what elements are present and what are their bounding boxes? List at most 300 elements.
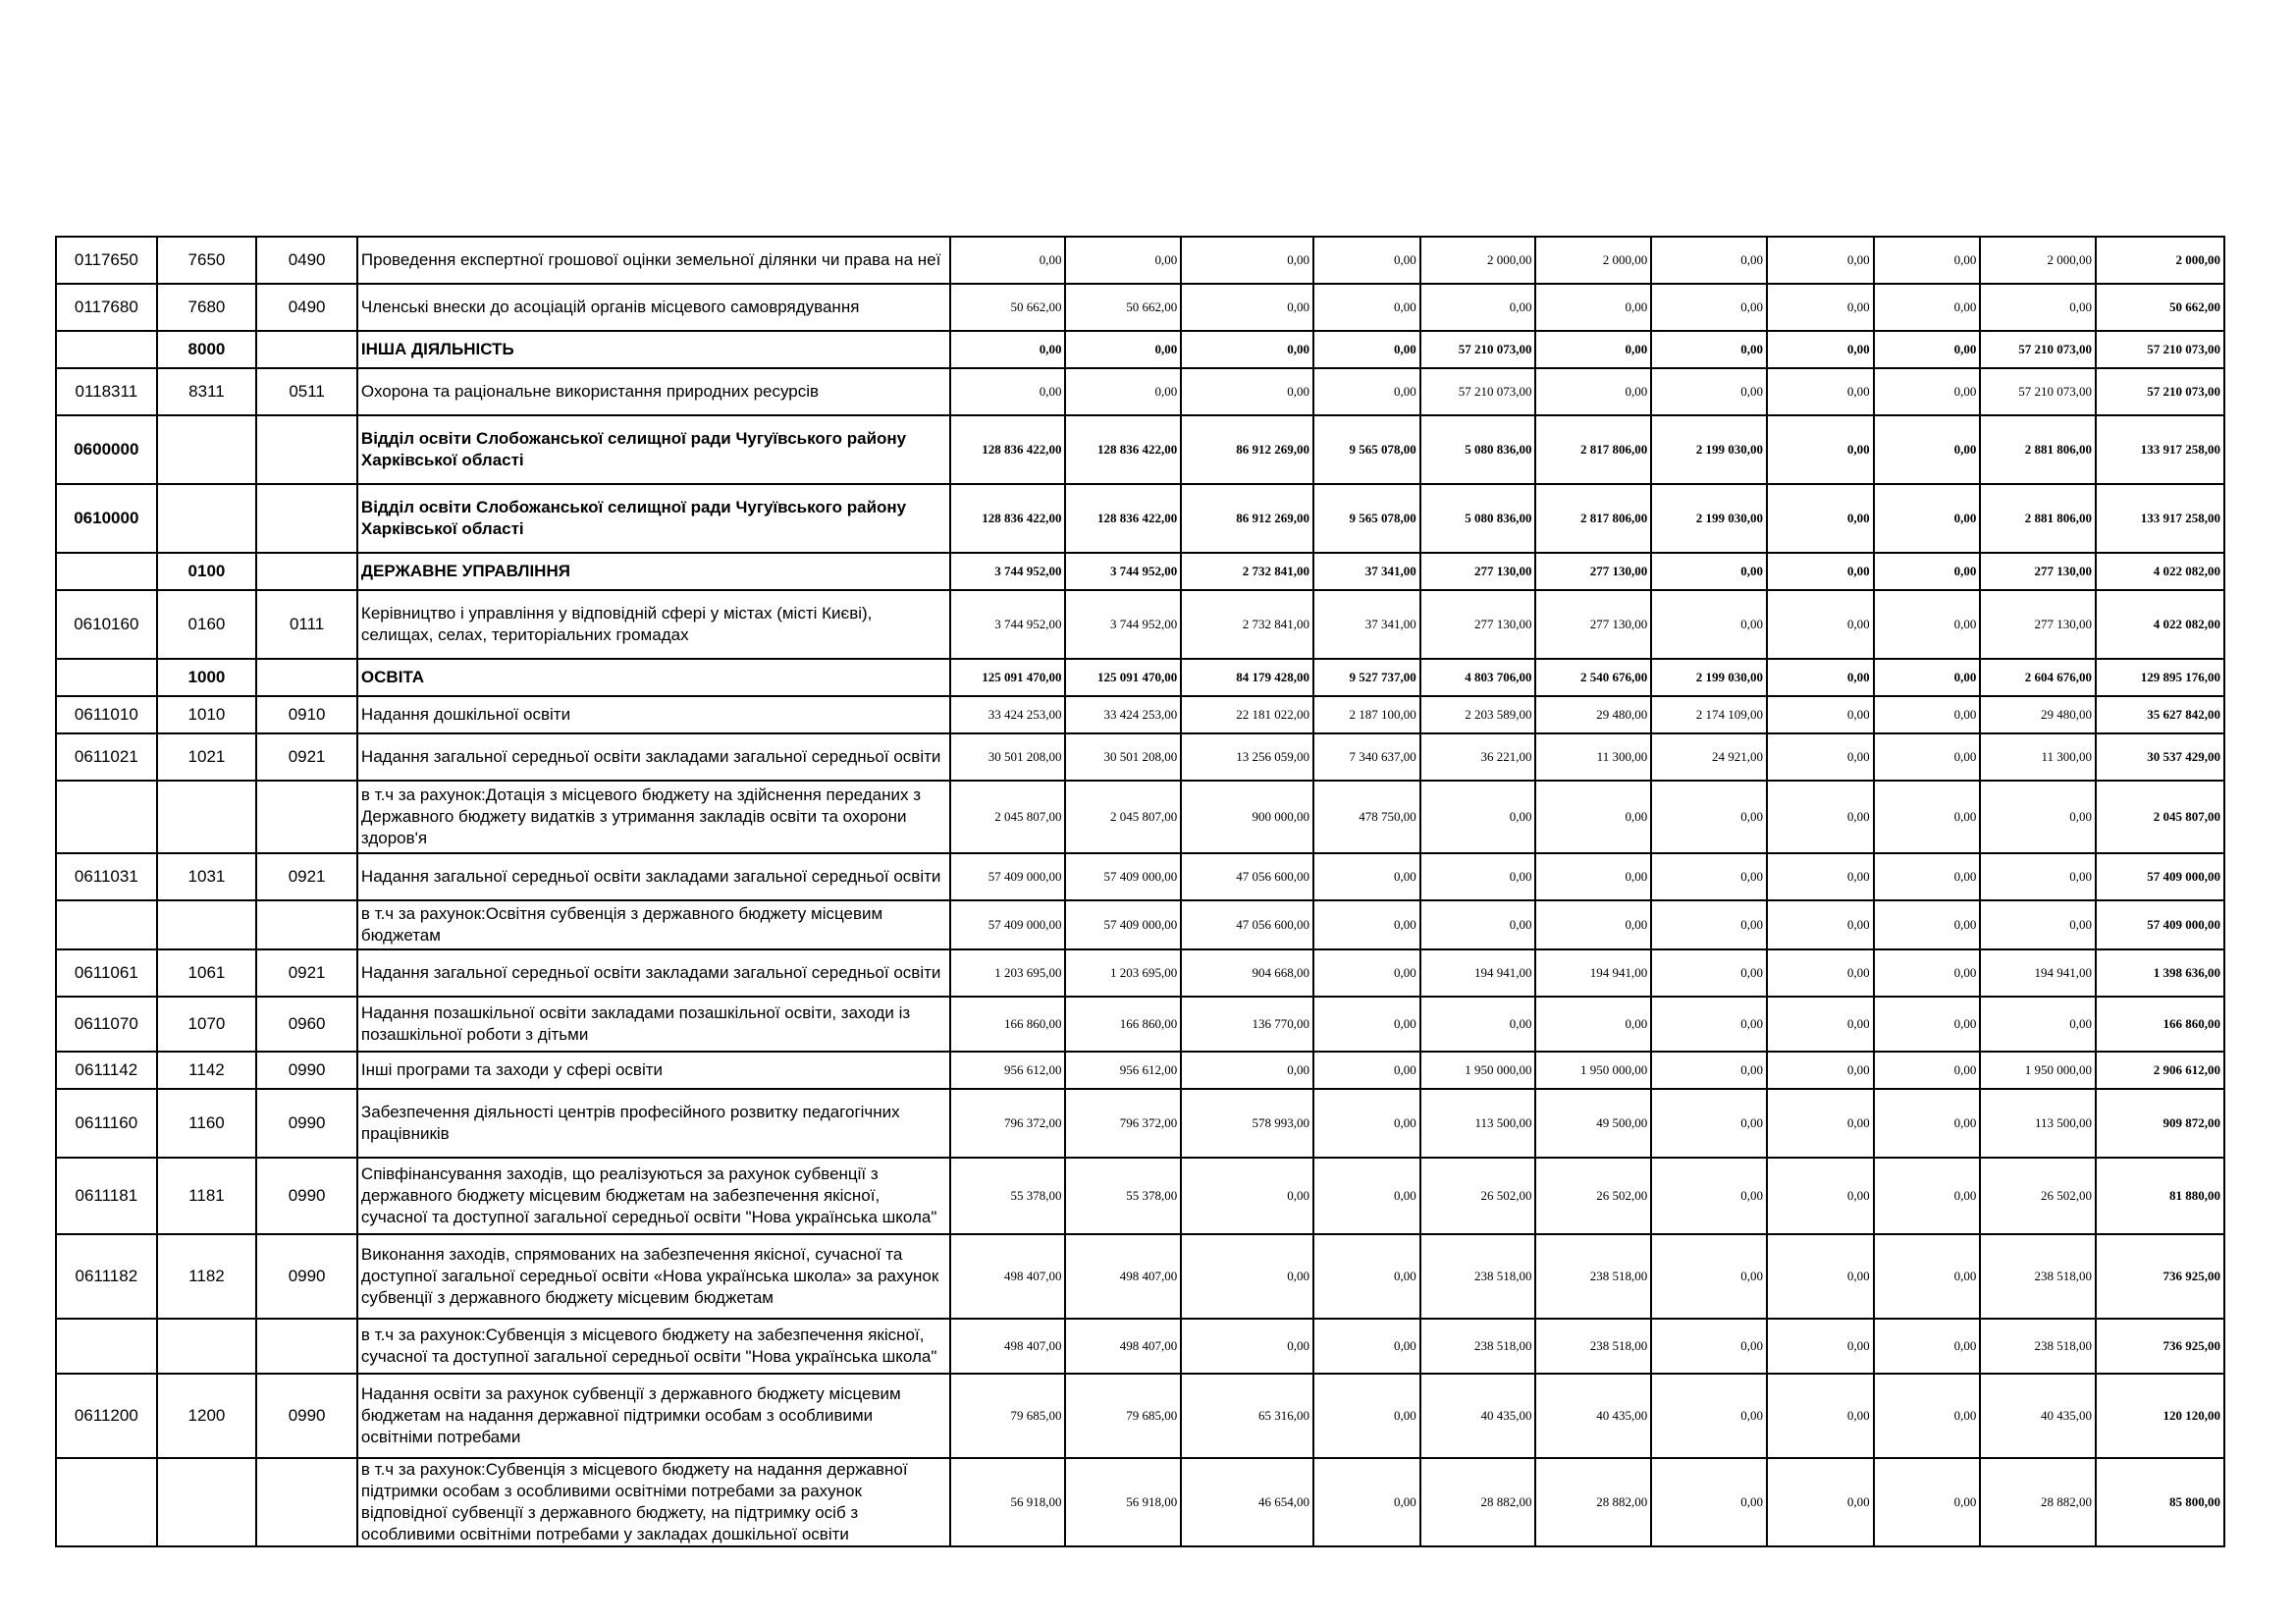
amount-cell: 26 502,00 [1535, 1158, 1651, 1234]
amount-cell: 0,00 [1651, 781, 1767, 853]
amount-cell: 30 501 208,00 [950, 733, 1066, 781]
amount-cell: 113 500,00 [1420, 1089, 1536, 1158]
table-row [56, 484, 2224, 553]
amount-cell: 0,00 [1535, 781, 1651, 853]
amount-cell: 277 130,00 [1535, 553, 1651, 590]
amount-cell: 33 424 253,00 [950, 696, 1066, 733]
function-code-cell [157, 415, 257, 484]
program-name-cell: Керівництво і управління у відповідній сфері у містах (місті Києві), селищах, селах, територіальних громадах [357, 590, 950, 659]
amount-cell: 238 518,00 [1420, 1319, 1536, 1374]
program-code-cell: 0600000 [56, 415, 157, 484]
amount-cell: 9 565 078,00 [1313, 415, 1420, 484]
function-code-cell: 1160 [157, 1089, 257, 1158]
amount-cell: 277 130,00 [1980, 590, 2096, 659]
amount-cell: 125 091 470,00 [1065, 659, 1181, 696]
amount-cell: 2 203 589,00 [1420, 696, 1536, 733]
amount-cell: 3 744 952,00 [1065, 553, 1181, 590]
table-row [56, 949, 2224, 997]
amount-cell: 0,00 [1767, 781, 1874, 853]
program-code-cell: 0611182 [56, 1234, 157, 1319]
amount-cell: 86 912 269,00 [1181, 484, 1313, 553]
amount-cell: 0,00 [1651, 368, 1767, 415]
amount-cell: 24 921,00 [1651, 733, 1767, 781]
amount-cell: 36 221,00 [1420, 733, 1536, 781]
amount-cell: 796 372,00 [1065, 1089, 1181, 1158]
amount-cell: 0,00 [1767, 1158, 1874, 1234]
function-code-cell [157, 781, 257, 853]
program-code-cell [56, 331, 157, 368]
amount-cell: 0,00 [1181, 1158, 1313, 1234]
classification-code-cell: 0111 [256, 590, 357, 659]
classification-code-cell: 0921 [256, 853, 357, 900]
amount-cell: 79 685,00 [1065, 1374, 1181, 1458]
amount-cell: 956 612,00 [950, 1052, 1066, 1089]
table-row [56, 331, 2224, 368]
amount-cell: 0,00 [1181, 331, 1313, 368]
amount-cell: 56 918,00 [950, 1458, 1066, 1546]
table-row [56, 1374, 2224, 1458]
amount-cell: 55 378,00 [950, 1158, 1066, 1234]
amount-cell: 11 300,00 [1535, 733, 1651, 781]
function-code-cell: 1031 [157, 853, 257, 900]
amount-cell: 11 300,00 [1980, 733, 2096, 781]
amount-cell: 0,00 [1874, 949, 1981, 997]
total-amount-cell: 81 880,00 [2096, 1158, 2224, 1234]
total-amount-cell: 736 925,00 [2096, 1234, 2224, 1319]
amount-cell: 194 941,00 [1980, 949, 2096, 997]
classification-code-cell [256, 415, 357, 484]
function-code-cell [157, 1319, 257, 1374]
amount-cell: 0,00 [1980, 853, 2096, 900]
amount-cell: 128 836 422,00 [1065, 415, 1181, 484]
classification-code-cell: 0490 [256, 284, 357, 331]
amount-cell: 46 654,00 [1181, 1458, 1313, 1546]
total-amount-cell: 133 917 258,00 [2096, 484, 2224, 553]
function-code-cell [157, 1458, 257, 1546]
amount-cell: 0,00 [1313, 284, 1420, 331]
function-code-cell: 1010 [157, 696, 257, 733]
total-amount-cell: 736 925,00 [2096, 1319, 2224, 1374]
amount-cell: 0,00 [1874, 781, 1981, 853]
amount-cell: 1 203 695,00 [1065, 949, 1181, 997]
function-code-cell: 0100 [157, 553, 257, 590]
amount-cell: 0,00 [1874, 1458, 1981, 1546]
classification-code-cell: 0990 [256, 1052, 357, 1089]
amount-cell: 0,00 [1767, 1319, 1874, 1374]
program-code-cell: 0611010 [56, 696, 157, 733]
amount-cell: 498 407,00 [1065, 1319, 1181, 1374]
amount-cell: 0,00 [1181, 1052, 1313, 1089]
amount-cell: 2 881 806,00 [1980, 415, 2096, 484]
function-code-cell: 1070 [157, 997, 257, 1052]
amount-cell: 0,00 [1767, 1374, 1874, 1458]
table-row [56, 900, 2224, 949]
amount-cell: 0,00 [1313, 1458, 1420, 1546]
amount-cell: 0,00 [1535, 853, 1651, 900]
program-code-cell: 0117650 [56, 237, 157, 284]
amount-cell: 0,00 [1767, 659, 1874, 696]
budget-table [55, 236, 2225, 1547]
amount-cell: 0,00 [1767, 1089, 1874, 1158]
table-row [56, 733, 2224, 781]
amount-cell: 26 502,00 [1420, 1158, 1536, 1234]
classification-code-cell: 0921 [256, 733, 357, 781]
amount-cell: 0,00 [1767, 696, 1874, 733]
amount-cell: 796 372,00 [950, 1089, 1066, 1158]
program-code-cell [56, 659, 157, 696]
total-amount-cell: 57 210 073,00 [2096, 331, 2224, 368]
amount-cell: 57 409 000,00 [1065, 853, 1181, 900]
amount-cell: 128 836 422,00 [950, 415, 1066, 484]
amount-cell: 0,00 [1535, 331, 1651, 368]
amount-cell: 904 668,00 [1181, 949, 1313, 997]
amount-cell: 478 750,00 [1313, 781, 1420, 853]
classification-code-cell [256, 900, 357, 949]
amount-cell: 30 501 208,00 [1065, 733, 1181, 781]
amount-cell: 3 744 952,00 [950, 553, 1066, 590]
amount-cell: 2 817 806,00 [1535, 415, 1651, 484]
amount-cell: 0,00 [1874, 1089, 1981, 1158]
program-name-cell: Надання загальної середньої освіти закладами загальної середньої освіти [357, 733, 950, 781]
amount-cell: 277 130,00 [1980, 553, 2096, 590]
function-code-cell: 1000 [157, 659, 257, 696]
amount-cell: 84 179 428,00 [1181, 659, 1313, 696]
amount-cell: 56 918,00 [1065, 1458, 1181, 1546]
amount-cell: 0,00 [1420, 997, 1536, 1052]
amount-cell: 0,00 [1181, 284, 1313, 331]
amount-cell: 2 732 841,00 [1181, 553, 1313, 590]
classification-code-cell [256, 659, 357, 696]
total-amount-cell: 30 537 429,00 [2096, 733, 2224, 781]
table-row [56, 1458, 2224, 1546]
amount-cell: 29 480,00 [1980, 696, 2096, 733]
program-name-cell: Надання освіти за рахунок субвенції з державного бюджету місцевим бюджетам на надання державної підтримки особам з особливими освітніми потребами [357, 1374, 950, 1458]
amount-cell: 0,00 [1874, 900, 1981, 949]
amount-cell: 55 378,00 [1065, 1158, 1181, 1234]
amount-cell: 0,00 [950, 237, 1066, 284]
program-name-cell: в т.ч за рахунок:Дотація з місцевого бюджету на здійснення переданих з Державного бюджету видатків з утримання закладів освіти та охорони здоров'я [357, 781, 950, 853]
amount-cell: 5 080 836,00 [1420, 415, 1536, 484]
amount-cell: 0,00 [1651, 949, 1767, 997]
amount-cell: 0,00 [1313, 1374, 1420, 1458]
amount-cell: 0,00 [1874, 659, 1981, 696]
function-code-cell: 8000 [157, 331, 257, 368]
amount-cell: 0,00 [1420, 900, 1536, 949]
total-amount-cell: 120 120,00 [2096, 1374, 2224, 1458]
table-row [56, 853, 2224, 900]
amount-cell: 0,00 [1313, 853, 1420, 900]
amount-cell: 0,00 [1767, 368, 1874, 415]
classification-code-cell: 0910 [256, 696, 357, 733]
program-code-cell: 0611031 [56, 853, 157, 900]
amount-cell: 0,00 [1313, 997, 1420, 1052]
total-amount-cell: 166 860,00 [2096, 997, 2224, 1052]
amount-cell: 1 950 000,00 [1420, 1052, 1536, 1089]
amount-cell: 956 612,00 [1065, 1052, 1181, 1089]
amount-cell: 0,00 [1651, 900, 1767, 949]
program-name-cell: ІНША ДІЯЛЬНІСТЬ [357, 331, 950, 368]
program-name-cell: в т.ч за рахунок:Освітня субвенція з державного бюджету місцевим бюджетам [357, 900, 950, 949]
table-row [56, 696, 2224, 733]
amount-cell: 194 941,00 [1420, 949, 1536, 997]
amount-cell: 0,00 [1313, 900, 1420, 949]
table-row [56, 415, 2224, 484]
amount-cell: 0,00 [1767, 949, 1874, 997]
table-row [56, 1089, 2224, 1158]
amount-cell: 0,00 [1767, 484, 1874, 553]
amount-cell: 57 409 000,00 [950, 900, 1066, 949]
table-row [56, 781, 2224, 853]
table-row [56, 237, 2224, 284]
amount-cell: 498 407,00 [1065, 1234, 1181, 1319]
amount-cell: 57 210 073,00 [1420, 331, 1536, 368]
amount-cell: 4 803 706,00 [1420, 659, 1536, 696]
amount-cell: 0,00 [1313, 1158, 1420, 1234]
table-row [56, 553, 2224, 590]
amount-cell: 0,00 [1651, 284, 1767, 331]
program-code-cell: 0118311 [56, 368, 157, 415]
amount-cell: 0,00 [1874, 415, 1981, 484]
program-name-cell: Надання дошкільної освіти [357, 696, 950, 733]
amount-cell: 50 662,00 [1065, 284, 1181, 331]
amount-cell: 277 130,00 [1420, 553, 1536, 590]
table-row [56, 1052, 2224, 1089]
amount-cell: 0,00 [1767, 1458, 1874, 1546]
amount-cell: 26 502,00 [1980, 1158, 2096, 1234]
program-code-cell: 0610000 [56, 484, 157, 553]
amount-cell: 1 203 695,00 [950, 949, 1066, 997]
program-code-cell: 0611160 [56, 1089, 157, 1158]
amount-cell: 0,00 [1874, 853, 1981, 900]
amount-cell: 33 424 253,00 [1065, 696, 1181, 733]
amount-cell: 2 000,00 [1535, 237, 1651, 284]
amount-cell: 0,00 [1651, 997, 1767, 1052]
amount-cell: 2 174 109,00 [1651, 696, 1767, 733]
classification-code-cell [256, 1319, 357, 1374]
total-amount-cell: 35 627 842,00 [2096, 696, 2224, 733]
amount-cell: 2 817 806,00 [1535, 484, 1651, 553]
function-code-cell: 0160 [157, 590, 257, 659]
amount-cell: 2 199 030,00 [1651, 415, 1767, 484]
amount-cell: 57 210 073,00 [1420, 368, 1536, 415]
amount-cell: 5 080 836,00 [1420, 484, 1536, 553]
amount-cell: 113 500,00 [1980, 1089, 2096, 1158]
function-code-cell: 8311 [157, 368, 257, 415]
classification-code-cell: 0990 [256, 1234, 357, 1319]
amount-cell: 0,00 [1420, 781, 1536, 853]
amount-cell: 3 744 952,00 [1065, 590, 1181, 659]
amount-cell: 0,00 [1767, 331, 1874, 368]
amount-cell: 0,00 [1313, 237, 1420, 284]
program-name-cell: Охорона та раціональне використання природних ресурсів [357, 368, 950, 415]
amount-cell: 0,00 [1535, 997, 1651, 1052]
total-amount-cell: 57 210 073,00 [2096, 368, 2224, 415]
amount-cell: 49 500,00 [1535, 1089, 1651, 1158]
amount-cell: 0,00 [1874, 368, 1981, 415]
amount-cell: 2 045 807,00 [950, 781, 1066, 853]
program-name-cell: ДЕРЖАВНЕ УПРАВЛІННЯ [357, 553, 950, 590]
classification-code-cell: 0490 [256, 237, 357, 284]
total-amount-cell: 129 895 176,00 [2096, 659, 2224, 696]
function-code-cell: 1061 [157, 949, 257, 997]
program-name-cell: Членські внески до асоціацій органів місцевого самоврядування [357, 284, 950, 331]
classification-code-cell [256, 484, 357, 553]
amount-cell: 0,00 [1874, 484, 1981, 553]
amount-cell: 0,00 [1313, 331, 1420, 368]
program-name-cell: Виконання заходів, спрямованих на забезпечення якісної, сучасної та доступної загальної середньої освіти «Нова українська школа» за рахунок субвенції з державного бюджету місцевим бюджетам [357, 1234, 950, 1319]
amount-cell: 0,00 [1767, 900, 1874, 949]
amount-cell: 0,00 [1065, 368, 1181, 415]
amount-cell: 125 091 470,00 [950, 659, 1066, 696]
amount-cell: 0,00 [1651, 590, 1767, 659]
program-name-cell: Надання позашкільної освіти закладами позашкільної освіти, заходи із позашкільної роботи з дітьми [357, 997, 950, 1052]
total-amount-cell: 4 022 082,00 [2096, 590, 2224, 659]
table-row [56, 997, 2224, 1052]
amount-cell: 0,00 [1980, 781, 2096, 853]
amount-cell: 40 435,00 [1420, 1374, 1536, 1458]
total-amount-cell: 4 022 082,00 [2096, 553, 2224, 590]
amount-cell: 238 518,00 [1420, 1234, 1536, 1319]
table-row [56, 284, 2224, 331]
amount-cell: 0,00 [1651, 237, 1767, 284]
classification-code-cell: 0921 [256, 949, 357, 997]
amount-cell: 57 409 000,00 [1065, 900, 1181, 949]
amount-cell: 0,00 [1313, 368, 1420, 415]
amount-cell: 238 518,00 [1980, 1319, 2096, 1374]
amount-cell: 128 836 422,00 [1065, 484, 1181, 553]
program-code-cell [56, 781, 157, 853]
program-name-cell: в т.ч за рахунок:Субвенція з місцевого бюджету на забезпечення якісної, сучасної та доступної загальної середньої освіти "Нова українська школа" [357, 1319, 950, 1374]
program-code-cell: 0611142 [56, 1052, 157, 1089]
amount-cell: 0,00 [1313, 1089, 1420, 1158]
table-row [56, 659, 2224, 696]
amount-cell: 194 941,00 [1535, 949, 1651, 997]
program-code-cell [56, 553, 157, 590]
amount-cell: 0,00 [1980, 997, 2096, 1052]
amount-cell: 2 045 807,00 [1065, 781, 1181, 853]
amount-cell: 40 435,00 [1535, 1374, 1651, 1458]
amount-cell: 0,00 [1651, 331, 1767, 368]
program-code-cell [56, 900, 157, 949]
amount-cell: 0,00 [1874, 1052, 1981, 1089]
classification-code-cell [256, 553, 357, 590]
amount-cell: 57 409 000,00 [950, 853, 1066, 900]
total-amount-cell: 2 000,00 [2096, 237, 2224, 284]
program-name-cell: Забезпечення діяльності центрів професійного розвитку педагогічних працівників [357, 1089, 950, 1158]
amount-cell: 0,00 [1767, 1234, 1874, 1319]
program-code-cell [56, 1458, 157, 1546]
amount-cell: 0,00 [1065, 237, 1181, 284]
amount-cell: 0,00 [1535, 900, 1651, 949]
amount-cell: 0,00 [1767, 415, 1874, 484]
amount-cell: 0,00 [1767, 284, 1874, 331]
function-code-cell: 1142 [157, 1052, 257, 1089]
amount-cell: 22 181 022,00 [1181, 696, 1313, 733]
total-amount-cell: 133 917 258,00 [2096, 415, 2224, 484]
amount-cell: 9 527 737,00 [1313, 659, 1420, 696]
amount-cell: 900 000,00 [1181, 781, 1313, 853]
total-amount-cell: 2 045 807,00 [2096, 781, 2224, 853]
total-amount-cell: 50 662,00 [2096, 284, 2224, 331]
amount-cell: 37 341,00 [1313, 553, 1420, 590]
amount-cell: 166 860,00 [950, 997, 1066, 1052]
amount-cell: 498 407,00 [950, 1319, 1066, 1374]
amount-cell: 0,00 [1313, 1234, 1420, 1319]
amount-cell: 29 480,00 [1535, 696, 1651, 733]
program-code-cell: 0610160 [56, 590, 157, 659]
amount-cell: 50 662,00 [950, 284, 1066, 331]
amount-cell: 1 950 000,00 [1980, 1052, 2096, 1089]
amount-cell: 0,00 [1313, 1319, 1420, 1374]
table-row [56, 590, 2224, 659]
amount-cell: 0,00 [1767, 553, 1874, 590]
function-code-cell [157, 900, 257, 949]
amount-cell: 1 950 000,00 [1535, 1052, 1651, 1089]
function-code-cell: 1181 [157, 1158, 257, 1234]
amount-cell: 2 881 806,00 [1980, 484, 2096, 553]
amount-cell: 0,00 [950, 331, 1066, 368]
function-code-cell: 7680 [157, 284, 257, 331]
amount-cell: 9 565 078,00 [1313, 484, 1420, 553]
program-name-cell: Відділ освіти Слобожанської селищної ради Чугуївського району Харківської області [357, 415, 950, 484]
amount-cell: 0,00 [1767, 237, 1874, 284]
total-amount-cell: 57 409 000,00 [2096, 853, 2224, 900]
program-name-cell: Співфінансування заходів, що реалізуються за рахунок субвенції з державного бюджету місцевим бюджетам на забезпечення якісної, сучасної та доступної загальної середньої освіти "Нова українська школа" [357, 1158, 950, 1234]
amount-cell: 13 256 059,00 [1181, 733, 1313, 781]
table-row [56, 1158, 2224, 1234]
amount-cell: 47 056 600,00 [1181, 853, 1313, 900]
amount-cell: 2 199 030,00 [1651, 484, 1767, 553]
amount-cell: 2 540 676,00 [1535, 659, 1651, 696]
amount-cell: 37 341,00 [1313, 590, 1420, 659]
amount-cell: 277 130,00 [1535, 590, 1651, 659]
classification-code-cell: 0990 [256, 1374, 357, 1458]
amount-cell: 28 882,00 [1535, 1458, 1651, 1546]
program-name-cell: Проведення експертної грошової оцінки земельної ділянки чи права на неї [357, 237, 950, 284]
function-code-cell: 1021 [157, 733, 257, 781]
program-name-cell: Надання загальної середньої освіти закладами загальної середньої освіти [357, 853, 950, 900]
amount-cell: 57 210 073,00 [1980, 331, 2096, 368]
amount-cell: 136 770,00 [1181, 997, 1313, 1052]
amount-cell: 2 000,00 [1980, 237, 2096, 284]
amount-cell: 0,00 [1980, 284, 2096, 331]
program-name-cell: Відділ освіти Слобожанської селищної ради Чугуївського району Харківської області [357, 484, 950, 553]
amount-cell: 0,00 [1767, 590, 1874, 659]
total-amount-cell: 57 409 000,00 [2096, 900, 2224, 949]
amount-cell: 128 836 422,00 [950, 484, 1066, 553]
amount-cell: 0,00 [1420, 853, 1536, 900]
amount-cell: 238 518,00 [1535, 1234, 1651, 1319]
amount-cell: 0,00 [1874, 1234, 1981, 1319]
amount-cell: 0,00 [1651, 1458, 1767, 1546]
amount-cell: 0,00 [1181, 1319, 1313, 1374]
amount-cell: 0,00 [1874, 997, 1981, 1052]
program-code-cell: 0611070 [56, 997, 157, 1052]
classification-code-cell: 0960 [256, 997, 357, 1052]
amount-cell: 0,00 [1181, 237, 1313, 284]
amount-cell: 238 518,00 [1980, 1234, 2096, 1319]
function-code-cell: 1182 [157, 1234, 257, 1319]
program-code-cell: 0611061 [56, 949, 157, 997]
amount-cell: 0,00 [1651, 853, 1767, 900]
amount-cell: 2 187 100,00 [1313, 696, 1420, 733]
amount-cell: 0,00 [1874, 590, 1981, 659]
program-code-cell: 0611200 [56, 1374, 157, 1458]
classification-code-cell [256, 331, 357, 368]
amount-cell: 0,00 [1420, 284, 1536, 331]
total-amount-cell: 85 800,00 [2096, 1458, 2224, 1546]
table-row [56, 368, 2224, 415]
